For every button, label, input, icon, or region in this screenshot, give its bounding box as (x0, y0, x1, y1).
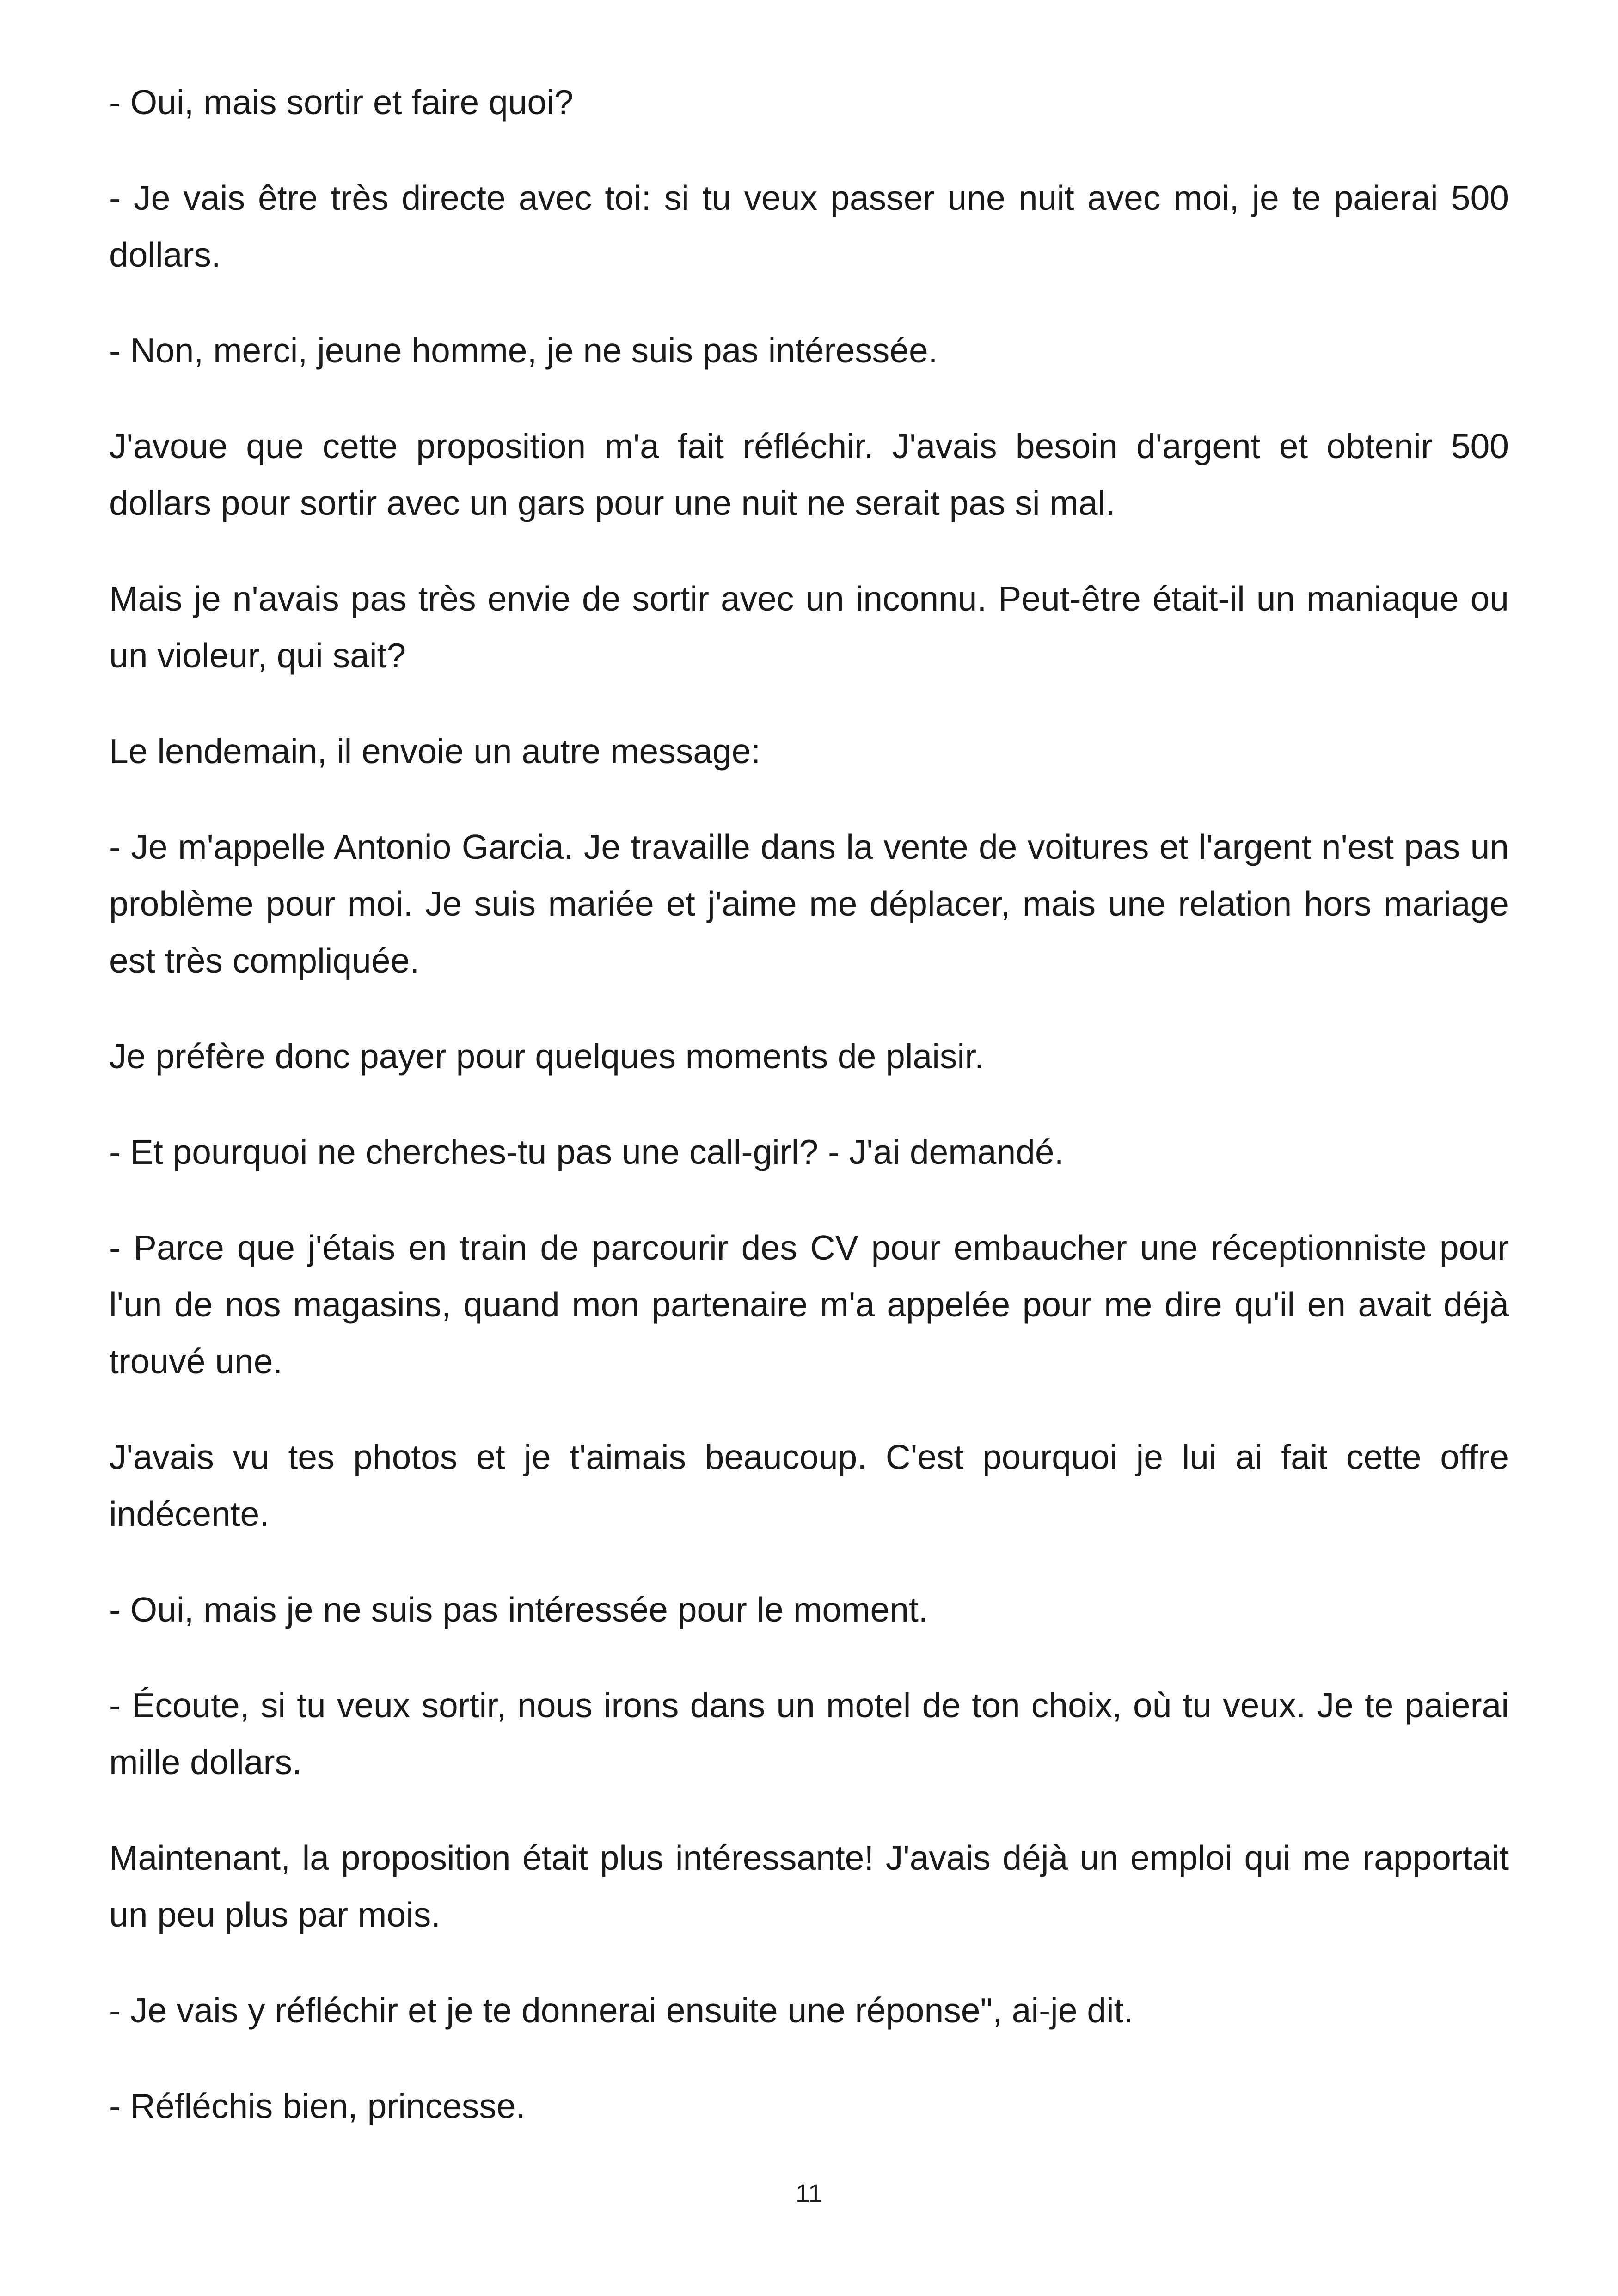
paragraph: - Et pourquoi ne cherches-tu pas une call-girl? - J'ai demandé. (109, 1133, 1064, 1171)
paragraph: Maintenant, la proposition était plus intéressante! J'avais déjà un emploi qui me rapportait un peu plus par mois. (109, 1838, 1509, 1934)
paragraph: - Je vais être très directe avec toi: si tu veux passer une nuit avec moi, je te paierai 500 dollars. (109, 178, 1509, 274)
paragraph: - Réfléchis bien, princesse. (109, 2087, 526, 2125)
paragraph: Le lendemain, il envoie un autre message: (109, 732, 761, 771)
paragraph: - Je vais y réfléchir et je te donnerai ensuite une réponse", ai-je dit. (109, 1991, 1134, 2030)
paragraph: J'avais vu tes photos et je t'aimais beaucoup. C'est pourquoi je lui ai fait cette offre indécente. (109, 1438, 1509, 1533)
paragraph: - Parce que j'étais en train de parcourir des CV pour embaucher une réceptionniste pour l'un de nos magasins, quand mon partenaire m'a appelée pour me dire qu'il en avait déjà trouvé une. (109, 1228, 1509, 1381)
paragraph: - Oui, mais sortir et faire quoi? (109, 83, 574, 122)
paragraph: J'avoue que cette proposition m'a fait réfléchir. J'avais besoin d'argent et obtenir 500 dollars pour sortir avec un gars pour une nuit ne serait pas si mal. (109, 427, 1509, 522)
text-body (109, 74, 1509, 2174)
paragraph: - Oui, mais je ne suis pas intéressée pour le moment. (109, 1590, 928, 1629)
paragraph: - Écoute, si tu veux sortir, nous irons dans un motel de ton choix, où tu veux. Je te paierai mille dollars. (109, 1686, 1509, 1782)
paragraph: Je préfère donc payer pour quelques moments de plaisir. (109, 1037, 984, 1076)
paragraph: - Je m'appelle Antonio Garcia. Je travaille dans la vente de voitures et l'argent n'est pas un problème pour moi. Je suis mariée et j'aime me déplacer, mais une relation hors mariage est très compliquée. (109, 827, 1509, 980)
paragraph: Mais je n'avais pas très envie de sortir avec un inconnu. Peut-être était-il un maniaque ou un violeur, qui sait? (109, 579, 1509, 675)
page-number: 11 (795, 2179, 823, 2208)
paragraph: - Non, merci, jeune homme, je ne suis pas intéressée. (109, 331, 938, 370)
